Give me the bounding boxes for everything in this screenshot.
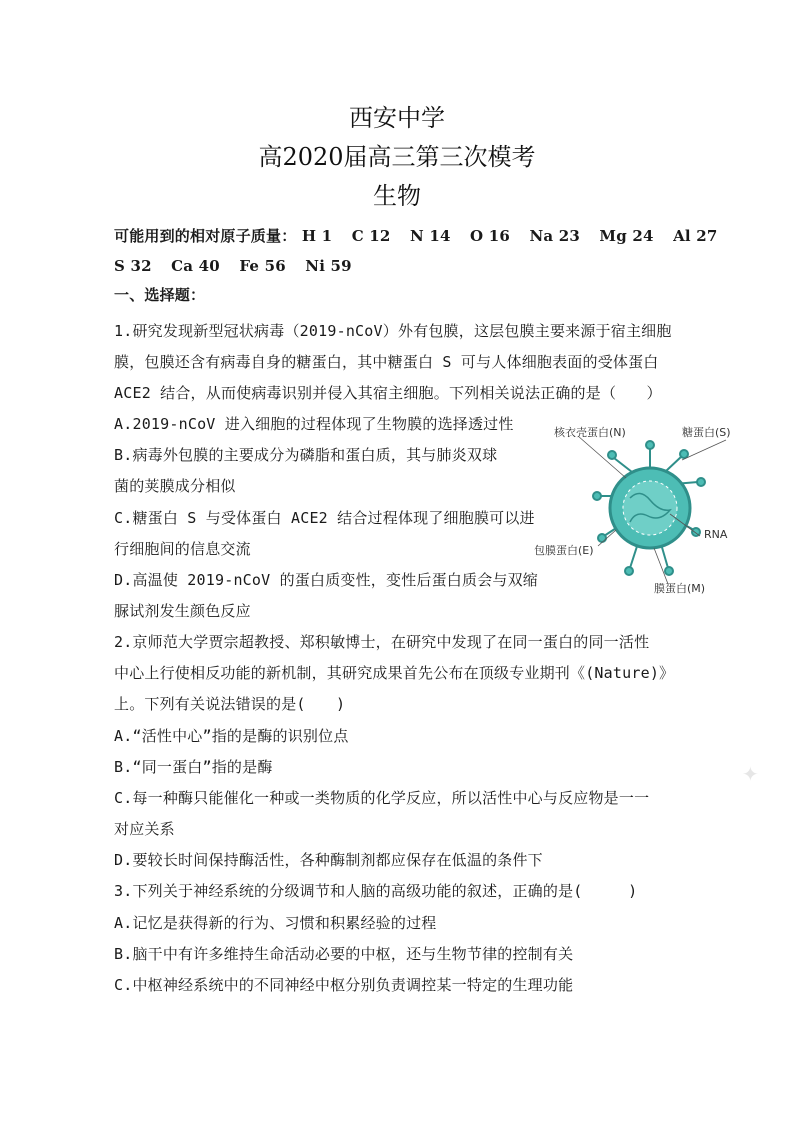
q1-option-c-line-1: C.糖蛋白 S 与受体蛋白 ACE2 结合过程体现了细胞膜可以进 [114, 509, 535, 527]
q2-stem-line-3: 上。下列有关说法错误的是( ) [114, 695, 346, 713]
atomic-masses-row-2 [114, 256, 366, 276]
q1-stem-line-3: ACE2 结合，从而使病毒识别并侵入其宿主细胞。下列相关说法正确的是（ ） [114, 384, 662, 402]
q1-option-b-line-1: B.病毒外包膜的主要成分为磷脂和蛋白质，其与肺炎双球 [114, 446, 498, 464]
q1-option-d-line-1: D.高温使 2019-nCoV 的蛋白质变性，变性后蛋白质会与双缩 [114, 571, 539, 589]
mass-s: S 32 [114, 257, 152, 275]
virus-core [623, 481, 677, 535]
q2-stem-line-1: 2.京师范大学贾宗超教授、郑积敏博士，在研究中发现了在同一蛋白的同一活性 [114, 633, 650, 651]
q1-stem-line-2: 膜，包膜还含有病毒自身的糖蛋白，其中糖蛋白 S 可与人体细胞表面的受体蛋白 [114, 353, 659, 371]
mass-mg: Mg 24 [599, 227, 654, 245]
q2-option-b: B.“同一蛋白”指的是酶 [114, 758, 273, 776]
q3-option-a: A.记忆是获得新的行为、习惯和积累经验的过程 [114, 914, 437, 932]
mass-na: Na 23 [529, 227, 580, 245]
faint-watermark: ✦ [742, 762, 759, 786]
school-title: 西安中学 [349, 104, 445, 132]
coronavirus-figure [530, 418, 770, 594]
q2-option-a: A.“活性中心”指的是酶的识别位点 [114, 727, 349, 745]
mass-ca: Ca 40 [171, 257, 220, 275]
q2-option-c-line-1: C.每一种酶只能催化一种或一类物质的化学反应，所以活性中心与反应物是一一 [114, 789, 650, 807]
mass-fe: Fe 56 [239, 257, 286, 275]
q2-stem-line-2: 中心上行使相反功能的新机制，其研究成果首先公布在顶级专业期刊《(Nature)》 [114, 664, 675, 682]
q1-option-c-line-2: 行细胞间的信息交流 [114, 540, 251, 558]
mass-h: H 1 [301, 227, 333, 245]
q1-stem-line-1: 1.研究发现新型冠状病毒（2019-nCoV）外有包膜，这层包膜主要来源于宿主细胞 [114, 322, 672, 340]
mass-n: N 14 [410, 227, 451, 245]
q1-option-a: A.2019-nCoV 进入细胞的过程体现了生物膜的选择透过性 [114, 415, 514, 433]
mass-al: Al 27 [673, 227, 718, 245]
mass-o: O 16 [470, 227, 511, 245]
q2-option-c-line-2: 对应关系 [114, 820, 175, 838]
coronavirus-diagram [530, 418, 770, 594]
q1-option-b-line-2: 菌的荚膜成分相似 [114, 477, 236, 495]
label-membrane-protein: 膜蛋白(M) [654, 582, 706, 595]
label-glycoprotein: 糖蛋白(S) [682, 426, 731, 439]
subject-title: 生物 [373, 182, 421, 210]
atomic-masses-label: 可能用到的相对原子质量： [114, 227, 297, 245]
atomic-masses-row-1 [114, 226, 732, 246]
mass-c: C 12 [351, 227, 391, 245]
label-rna: RNA [704, 528, 728, 541]
q2-option-d: D.要较长时间保持酶活性，各种酶制剂都应保存在低温的条件下 [114, 851, 543, 869]
exam-title: 高2020届高三第三次模考 [258, 143, 536, 171]
q1-option-d-line-2: 脲试剂发生颜色反应 [114, 602, 251, 620]
label-envelope-protein: 包膜蛋白(E) [534, 544, 594, 557]
section-heading: 一、选择题： [114, 286, 206, 304]
label-nucleocapsid: 核衣壳蛋白(N) [554, 426, 626, 439]
mass-ni: Ni 59 [305, 257, 352, 275]
q3-stem: 3.下列关于神经系统的分级调节和人脑的高级功能的叙述，正确的是( ) [114, 882, 638, 900]
q3-option-c: C.中枢神经系统中的不同神经中枢分别负责调控某一特定的生理功能 [114, 976, 574, 994]
q3-option-b: B.脑干中有许多维持生命活动必要的中枢，还与生物节律的控制有关 [114, 945, 574, 963]
